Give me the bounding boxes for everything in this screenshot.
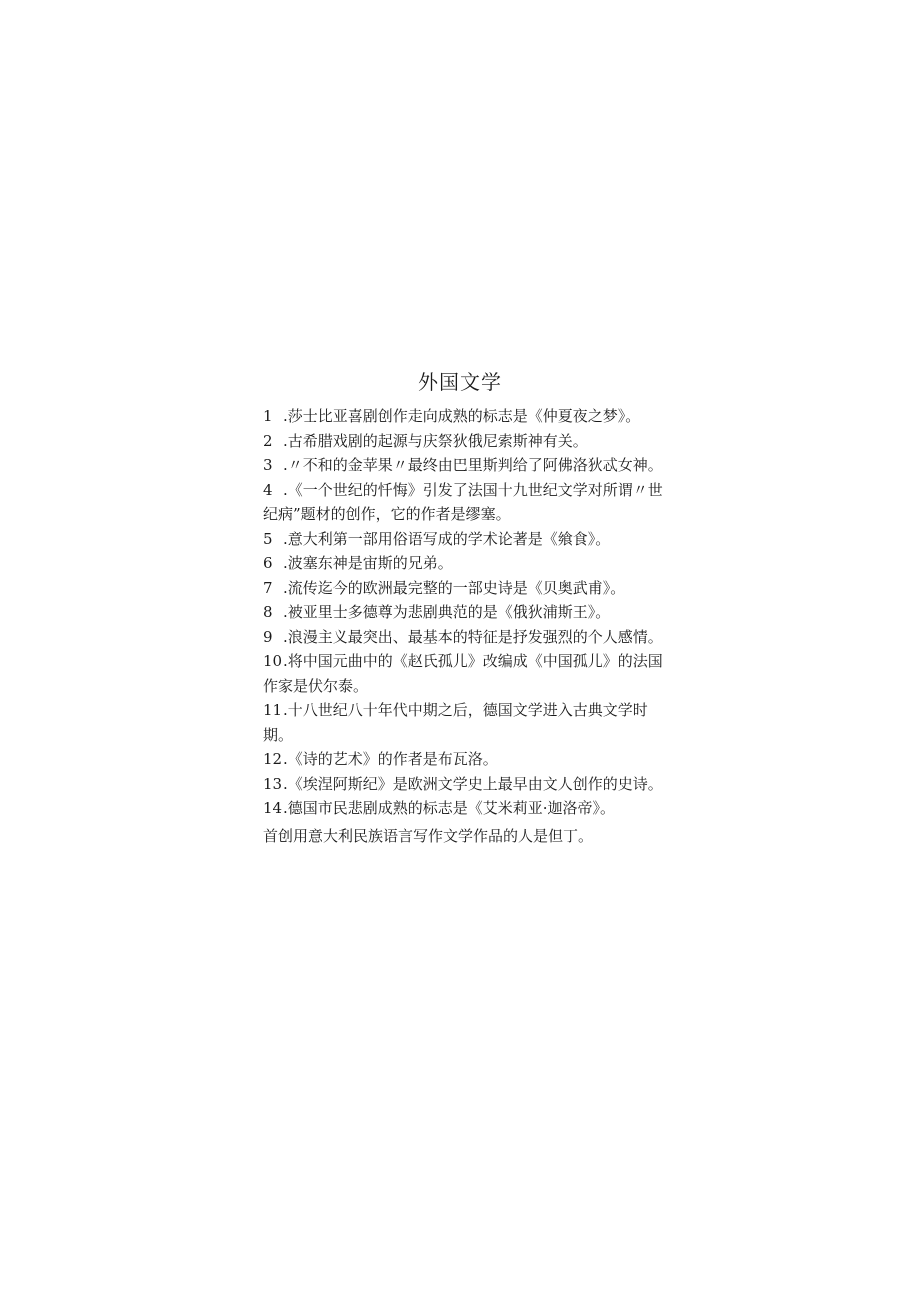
- closing-statement: 首创用意大利民族语言写作文学作品的人是但丁。: [263, 826, 594, 845]
- item-number: 5: [263, 529, 273, 548]
- list-item: [263, 649, 663, 698]
- list-item: [263, 600, 663, 625]
- item-text: .《一个世纪的忏悔》引发了法国十九世纪文学对所谓〃世纪病”题材的创作，它的作者是缪塞。: [263, 480, 663, 523]
- list-item: [263, 576, 663, 601]
- item-text: .流传迄今的欧洲最完整的一部史诗是《贝奥武甫》。: [283, 578, 626, 597]
- list-item: [263, 625, 663, 650]
- list-item: [263, 453, 663, 478]
- item-number: 1: [263, 407, 273, 425]
- item-number: 3: [263, 456, 273, 474]
- item-text: .被亚里士多德尊为悲剧典范的是《俄狄浦斯王》。: [283, 603, 611, 621]
- item-text: .浪漫主义最突出、最基本的特征是抒发强烈的个人感情。: [283, 627, 663, 646]
- list-item: [263, 527, 663, 552]
- item-text: .十八世纪八十年代中期之后，德国文学进入古典文学时期。: [263, 701, 648, 744]
- page-title: 外国文学: [418, 370, 502, 394]
- item-number: 8: [263, 603, 273, 621]
- item-text: .将中国元曲中的《赵氏孤儿》改编成《中国孤儿》的法国作家是伏尔泰。: [263, 652, 663, 695]
- list-item: [263, 772, 663, 797]
- item-number: 10: [263, 652, 283, 670]
- list-item: [263, 747, 663, 772]
- list-item: [263, 551, 663, 576]
- item-text: .〃不和的金苹果〃最终由巴里斯判给了阿佛洛狄忒女神。: [283, 456, 663, 474]
- item-number: 2: [263, 431, 273, 450]
- item-number: 11: [263, 701, 283, 719]
- item-text: .莎士比亚喜剧创作走向成熟的标志是《仲夏夜之梦》。: [283, 407, 641, 425]
- item-number: 14: [263, 799, 283, 817]
- item-number: 9: [263, 627, 273, 646]
- list-item: [263, 796, 663, 821]
- list-item: [263, 698, 663, 747]
- item-number: 13: [263, 774, 283, 793]
- question-list: [263, 404, 663, 863]
- item-number: 4: [263, 480, 273, 499]
- item-text: .《诗的艺术》的作者是布瓦洛。: [283, 750, 498, 768]
- list-item: [263, 478, 663, 527]
- item-text: .德国市民悲剧成熟的标志是《艾米莉亚·迦洛帝》。: [283, 799, 616, 817]
- item-text: .意大利第一部用俗语写成的学术论著是《飨食》。: [283, 529, 611, 548]
- list-item: [263, 404, 663, 429]
- item-text: .古希腊戏剧的起源与庆祭狄俄尼索斯神有关。: [283, 431, 588, 450]
- list-item: [263, 429, 663, 454]
- item-text: .《埃涅阿斯纪》是欧洲文学史上最早由文人创作的史诗。: [283, 774, 663, 793]
- item-text: .波塞东神是宙斯的兄弟。: [283, 554, 453, 572]
- item-number: 6: [263, 554, 273, 572]
- item-number: 12: [263, 750, 283, 768]
- item-number: 7: [263, 578, 273, 597]
